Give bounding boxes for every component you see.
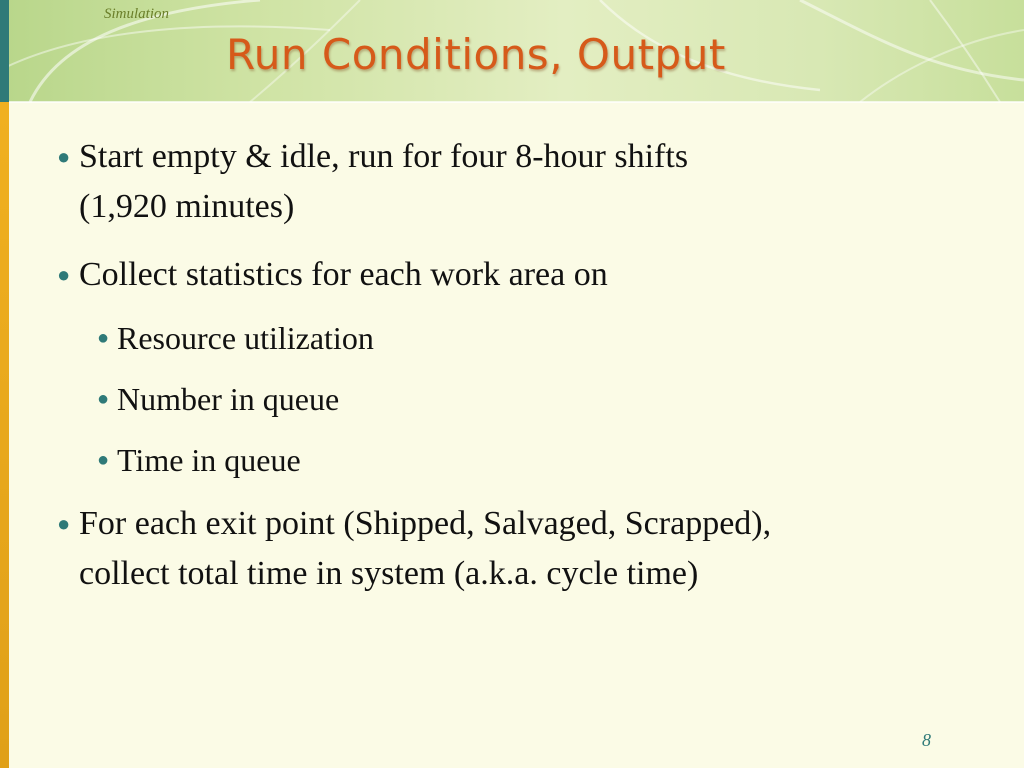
bullet-text-line: collect total time in system (a.k.a. cycle time) bbox=[79, 555, 699, 592]
sub-bullet-text: Number in queue bbox=[117, 381, 340, 417]
sub-bullet-item bbox=[97, 437, 301, 483]
slide-title: Run Conditions, Output bbox=[226, 30, 726, 79]
bullet-dot-icon: ● bbox=[57, 262, 71, 287]
sub-bullet-item bbox=[97, 315, 374, 361]
bullet-dot-icon: ● bbox=[97, 388, 110, 410]
bullet-text-line: For each exit point (Shipped, Salvaged, Scrapped), bbox=[79, 505, 772, 542]
bullet-dot-icon: ● bbox=[97, 327, 110, 349]
bullet-dot-icon: ● bbox=[57, 144, 71, 169]
bullet-item bbox=[57, 499, 772, 599]
bullet-text-line: Collect statistics for each work area on bbox=[79, 256, 608, 293]
bullet-item bbox=[57, 132, 689, 232]
section-label: Simulation bbox=[104, 6, 170, 22]
sub-bullet-text: Resource utilization bbox=[117, 320, 374, 356]
bullet-text-line: Start empty & idle, run for four 8-hour shifts bbox=[79, 138, 689, 175]
page-number: 8 bbox=[922, 730, 931, 750]
bullet-text-line: (1,920 minutes) bbox=[79, 188, 295, 225]
bullet-item bbox=[57, 250, 608, 300]
sub-bullet-text: Time in queue bbox=[117, 442, 301, 478]
bullet-dot-icon: ● bbox=[57, 511, 71, 536]
sub-bullet-item bbox=[97, 376, 340, 422]
bullet-dot-icon: ● bbox=[97, 449, 110, 471]
